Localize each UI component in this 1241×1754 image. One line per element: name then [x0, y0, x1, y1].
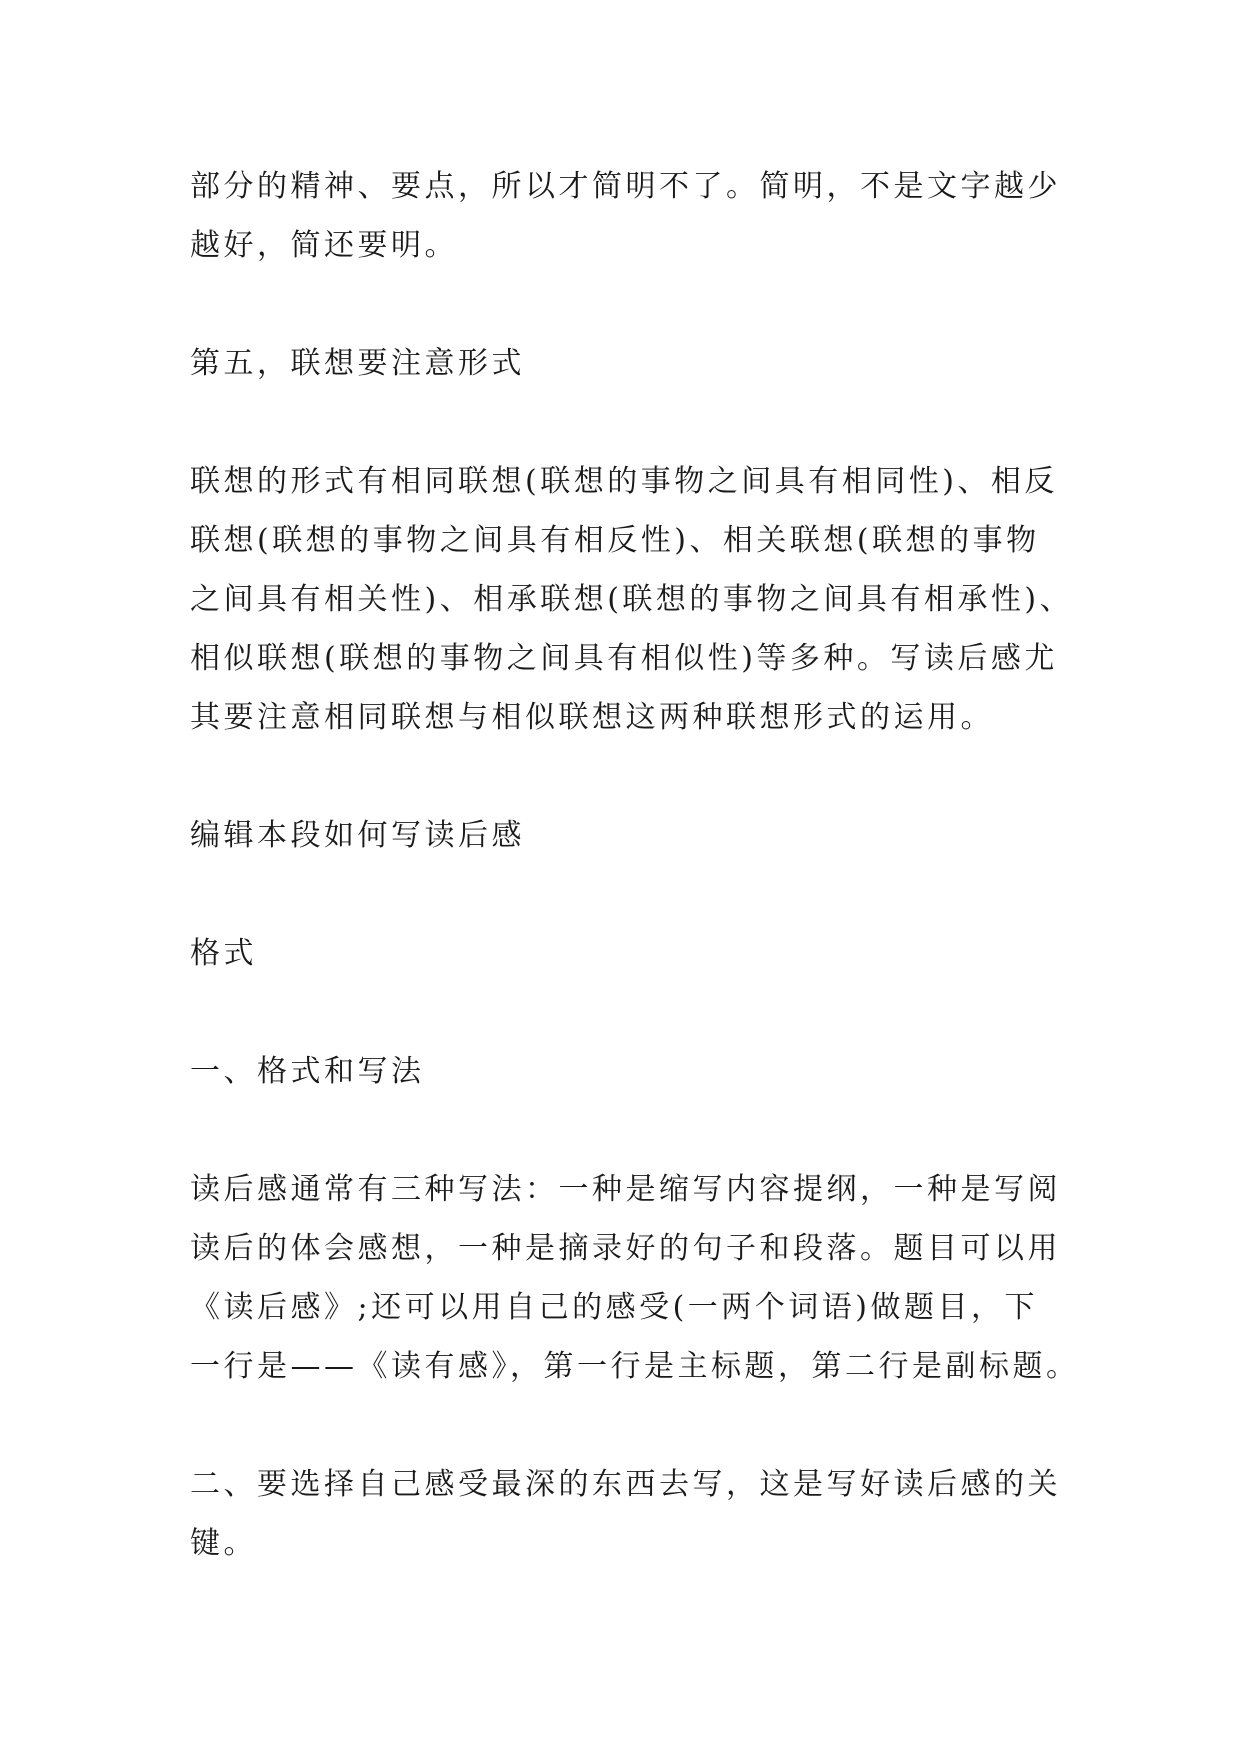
- text-line: 越好，简还要明。: [190, 228, 458, 263]
- text-line: 二、要选择自己感受最深的东西去写，这是写好读后感的关: [190, 1467, 1061, 1502]
- text-line: 一行是——《读有感》，第一行是主标题，第二行是副标题。: [190, 1349, 1080, 1384]
- section-heading: [190, 1042, 1070, 1101]
- text-line: 键。: [190, 1526, 257, 1561]
- text-line: 《读后感》;还可以用自己的感受(一两个词语)做题目，下: [190, 1290, 1039, 1325]
- paragraph: [190, 1160, 1080, 1396]
- text-line: 部分的精神、要点，所以才简明不了。简明，不是文字越少: [190, 169, 1061, 204]
- text-line: 一、格式和写法: [190, 1054, 425, 1089]
- text-line: 第五，联想要注意形式: [190, 346, 525, 381]
- text-line: 其要注意相同联想与相似联想这两种联想形式的运用。: [190, 700, 994, 735]
- text-line: 之间具有相关性)、相承联想(联想的事物之间具有相承性)、: [190, 582, 1074, 617]
- text-line: 联想(联想的事物之间具有相反性)、相关联想(联想的事物: [190, 523, 1040, 558]
- text-line: 读后感通常有三种写法：一种是缩写内容提纲，一种是写阅: [190, 1172, 1061, 1207]
- paragraph: [190, 157, 1070, 275]
- text-line: 读后的体会感想，一种是摘录好的句子和段落。题目可以用: [190, 1231, 1061, 1266]
- paragraph: [190, 452, 1074, 747]
- document-body: [190, 157, 1080, 1632]
- section-heading: [190, 334, 1070, 393]
- text-line: 编辑本段如何写读后感: [190, 818, 525, 853]
- text-line: 格式: [190, 936, 257, 971]
- text-line: 联想的形式有相同联想(联想的事物之间具有相同性)、相反: [190, 464, 1058, 499]
- paragraph: [190, 1455, 1070, 1573]
- section-heading: [190, 806, 1070, 865]
- section-heading: [190, 924, 1070, 983]
- text-line: 相似联想(联想的事物之间具有相似性)等多种。写读后感尤: [190, 641, 1058, 676]
